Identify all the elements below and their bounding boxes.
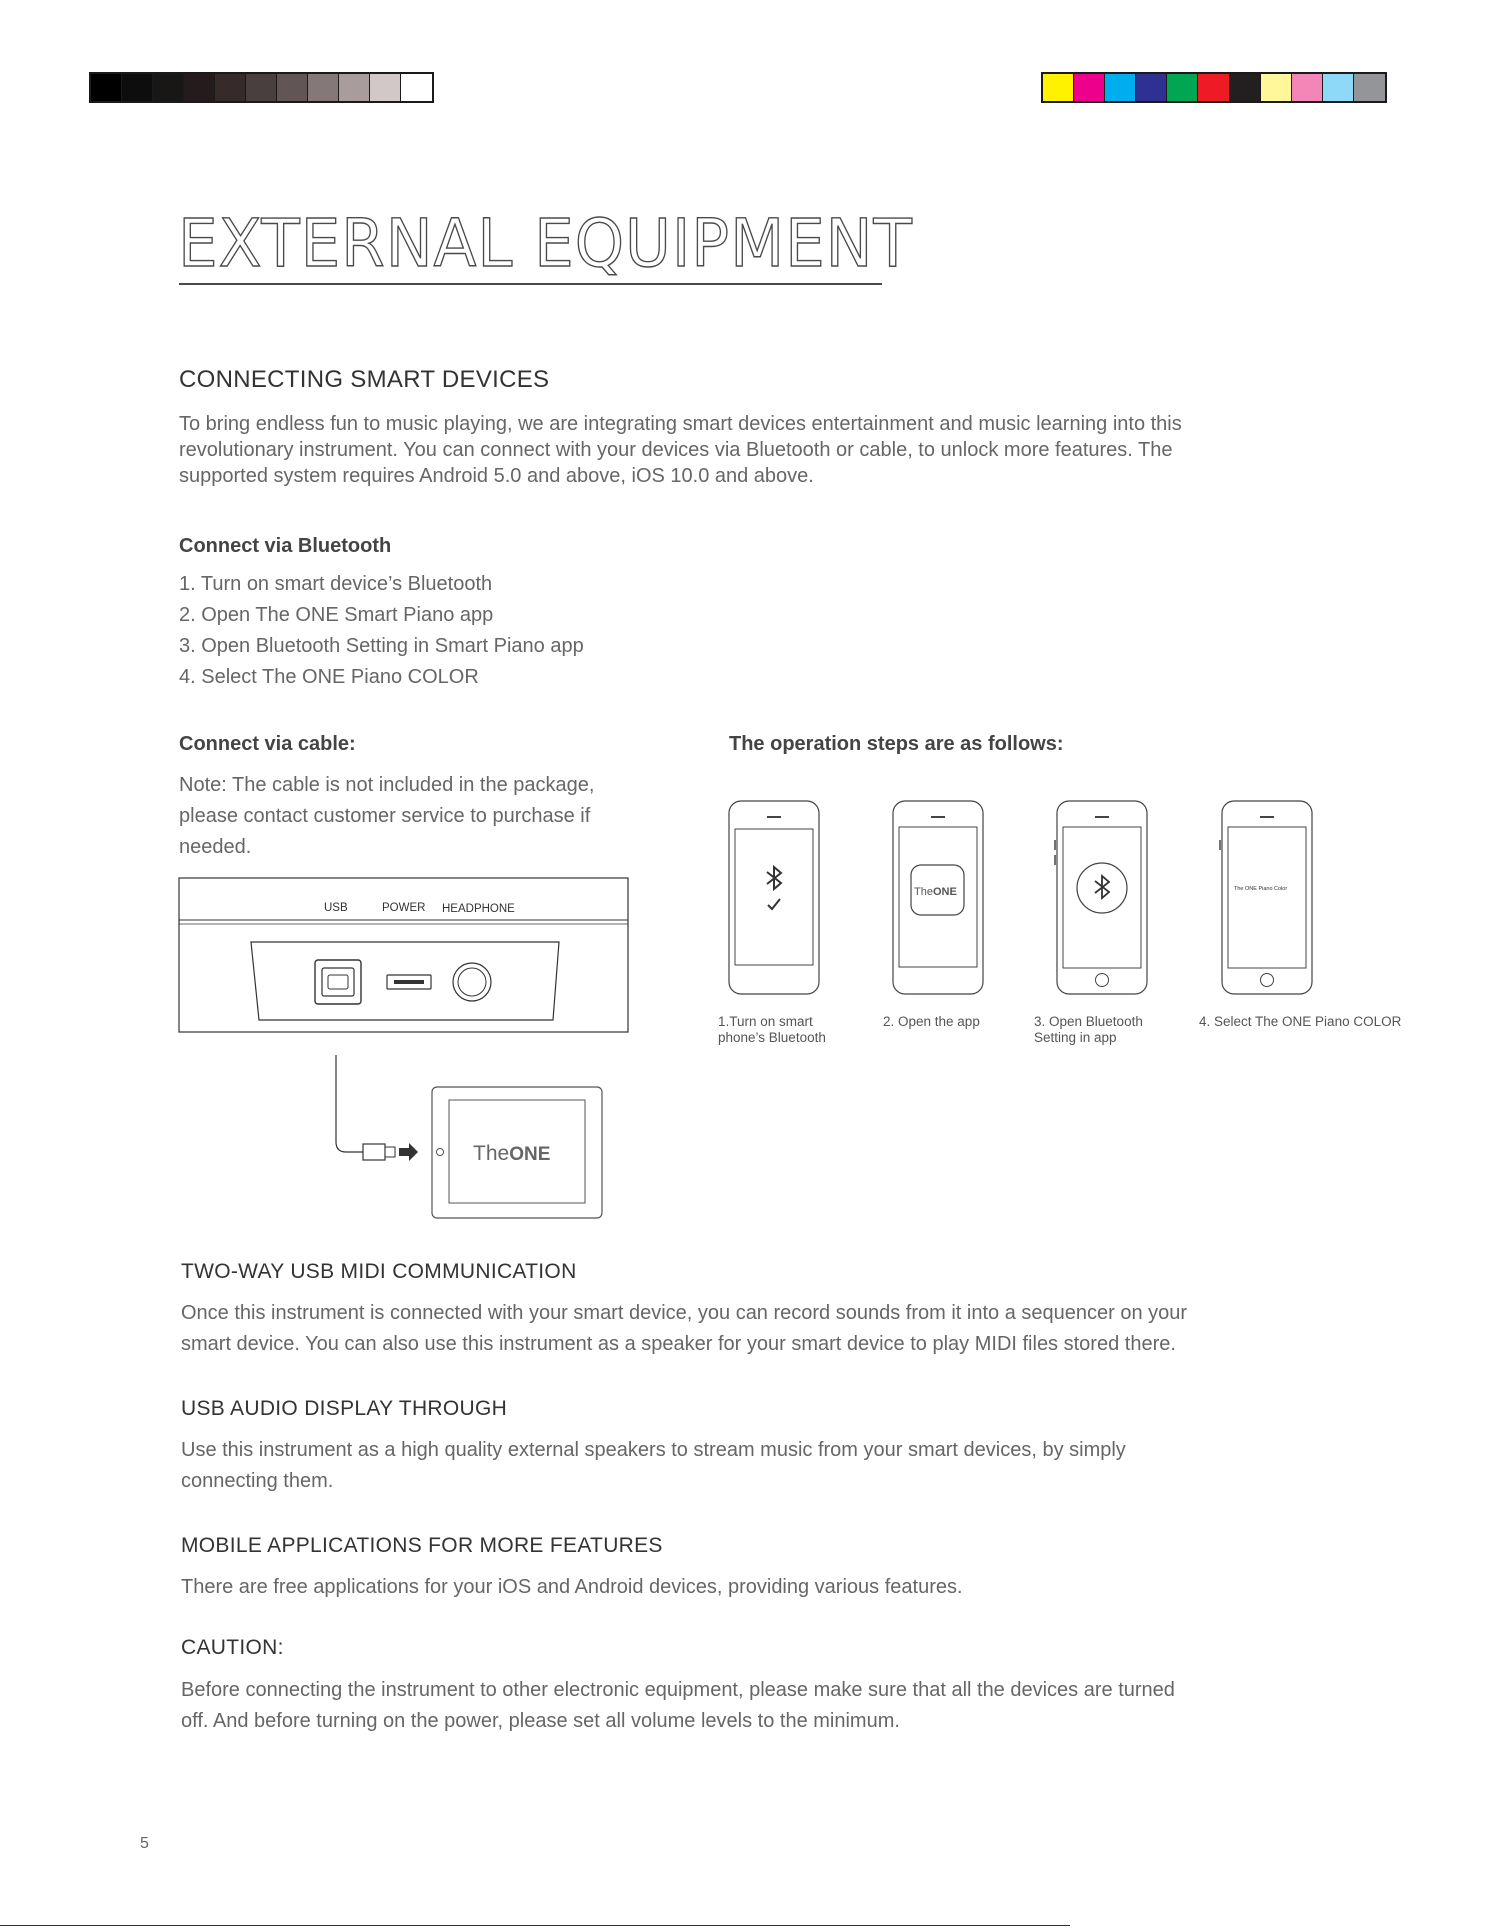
color-swatch [1198,74,1229,101]
bluetooth-step: 4. Select The ONE Piano COLOR [179,666,479,688]
cable-connection-diagram [175,870,635,1225]
gray-swatch [277,74,308,101]
power-port-icon [387,975,431,989]
note-line: Note: The cable is not included in the package, [179,774,595,796]
intro-line: supported system requires Android 5.0 and above, iOS 10.0 and above. [179,465,814,487]
page-bottom-rule [0,1925,1070,1926]
color-swatch [1323,74,1354,101]
gray-swatch [184,74,215,101]
section-heading-connecting: CONNECTING SMART DEVICES [179,366,550,393]
body-line: There are free applications for your iOS and Android devices, providing various features. [181,1576,963,1598]
port-label-power: POWER [382,902,426,914]
port-label-headphone: HEADPHONE [442,903,515,915]
color-swatch [1167,74,1198,101]
caption-line: Setting in app [1034,1030,1117,1045]
body-line: off. And before turning on the power, please set all volume levels to the minimum. [181,1710,900,1732]
gray-swatch [122,74,153,101]
gray-swatch [339,74,370,101]
color-swatch [1105,74,1136,101]
usb-cable [336,1055,363,1152]
step-caption-1 [718,1014,826,1046]
color-swatch [1074,74,1105,101]
bluetooth-heading: Connect via Bluetooth [179,535,392,557]
body-line: Before connecting the instrument to other electronic equipment, please make sure that all the devices are turned [181,1679,1175,1701]
section-heading-usb-audio: USB AUDIO DISPLAY THROUGH [181,1397,508,1420]
bluetooth-step: 2. Open The ONE Smart Piano app [179,604,494,626]
gray-swatch [401,74,432,101]
step-caption-3 [1034,1014,1143,1046]
body-line: Use this instrument as a high quality external speakers to stream music from your smart devices, by simply [181,1439,1126,1461]
color-swatch [1136,74,1167,101]
caption-line: 4. Select The ONE Piano COLOR [1199,1014,1402,1029]
caption-line: 1.Turn on smart [718,1014,813,1029]
gray-swatch [153,74,184,101]
title-underline [179,283,882,285]
port-label-usb: USB [324,902,348,914]
phone-device-name: The ONE Piano Color [1234,886,1288,892]
gray-swatch [246,74,277,101]
phone-step-4 [1220,801,1312,994]
grayscale-calibration-bar [89,72,434,103]
section-body-midi [181,1298,1187,1360]
intro-line: To bring endless fun to music playing, we are integrating smart devices entertainment and music learning into this [179,413,1182,435]
page-title: EXTERNAL EQUIPMENT [178,205,913,282]
bluetooth-icon [767,867,781,889]
section-body-mobile-apps [181,1572,963,1603]
color-swatch [1354,74,1385,101]
caption-line: 3. Open Bluetooth [1034,1014,1143,1029]
phone-step-2 [893,801,983,994]
cable-note [179,770,594,863]
body-line: Once this instrument is connected with your smart device, you can record sounds from it into a sequencer on your [181,1302,1188,1324]
section-body-usb-audio [181,1435,1126,1497]
tablet-logo: TheONE [473,1142,551,1165]
bluetooth-icon [1095,876,1109,898]
bluetooth-steps [179,569,584,693]
step-caption-2 [883,1014,980,1030]
phone-step-1 [729,801,819,994]
operation-heading: The operation steps are as follows: [729,733,1064,755]
section-heading-caution: CAUTION: [181,1636,284,1659]
operation-steps-diagram [720,795,1320,1005]
body-line: connecting them. [181,1470,334,1492]
gray-swatch [308,74,339,101]
connecting-intro [179,411,1359,489]
caption-line: 2. Open the app [883,1014,980,1029]
bluetooth-step: 3. Open Bluetooth Setting in Smart Piano app [179,635,584,657]
section-heading-midi: TWO-WAY USB MIDI COMMUNICATION [181,1260,577,1283]
page-number: 5 [140,1835,149,1852]
gray-swatch [91,74,122,101]
caption-line: phone’s Bluetooth [718,1030,826,1045]
usb-port-icon [315,960,361,1004]
gray-swatch [215,74,246,101]
color-swatch [1043,74,1074,101]
checkmark-icon [768,899,780,909]
intro-line: revolutionary instrument. You can connect with your devices via Bluetooth or cable, to unlock more features. The [179,439,1173,461]
section-heading-mobile-apps: MOBILE APPLICATIONS FOR MORE FEATURES [181,1534,663,1557]
color-swatch [1261,74,1292,101]
section-body-caution [181,1675,1175,1737]
step-caption-4 [1199,1014,1401,1030]
gray-swatch [370,74,401,101]
body-line: smart device. You can also use this instrument as a speaker for your smart device to play MIDI files stored there. [181,1333,1176,1355]
headphone-port-icon [453,963,491,1001]
color-swatch [1292,74,1323,101]
color-calibration-bar [1041,72,1387,103]
note-line: needed. [179,836,252,858]
app-logo: TheONE [914,886,957,898]
cable-heading: Connect via cable: [179,733,356,755]
usb-plug-icon [363,1144,395,1160]
bluetooth-step: 1. Turn on smart device’s Bluetooth [179,573,493,595]
phone-step-3 [1055,801,1147,994]
color-swatch [1230,74,1261,101]
arrow-right-icon [399,1143,418,1161]
note-line: please contact customer service to purchase if [179,805,591,827]
